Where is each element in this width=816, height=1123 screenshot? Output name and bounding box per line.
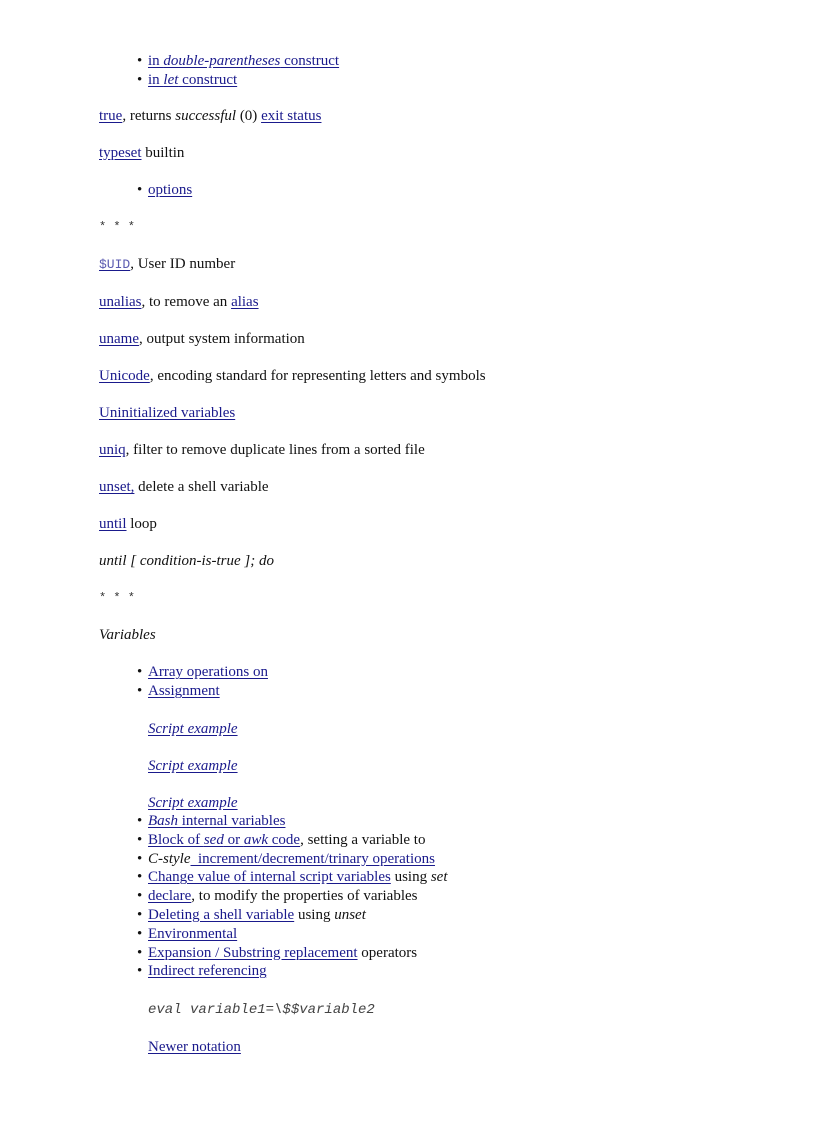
list-item xyxy=(148,925,799,944)
typeset-entry: typeset builtin xyxy=(99,144,185,161)
typeset-options-list xyxy=(99,181,799,200)
alias-link[interactable]: alias xyxy=(231,294,259,311)
let-construct-section xyxy=(99,52,799,90)
options-link[interactable]: options xyxy=(148,181,193,198)
until-link[interactable]: until xyxy=(99,516,127,533)
separator: * * * xyxy=(99,220,136,235)
until-syntax: until [ condition-is-true ]; do xyxy=(99,553,274,570)
unset-entry: unset, delete a shell variable xyxy=(99,479,269,496)
indirect-referencing-link[interactable]: Indirect referencing xyxy=(148,963,267,980)
expansion-substring-link[interactable]: Expansion / Substring replacement xyxy=(148,944,358,961)
unalias-entry: unalias, to remove an alias xyxy=(99,294,259,311)
assignment-link[interactable]: Assignment xyxy=(148,683,220,700)
list-item: • declare, to modify the properties of variables xyxy=(148,887,799,906)
deleting-variable-link[interactable]: Deleting a shell variable xyxy=(148,906,295,923)
list-item xyxy=(148,52,799,71)
unicode-entry: Unicode, encoding standard for representing letters and symbols xyxy=(99,368,486,385)
block-of-code-link[interactable]: Block of sed or awk code xyxy=(148,831,301,848)
script-example-1 xyxy=(148,720,799,738)
list-item xyxy=(148,962,799,1056)
list-item xyxy=(148,71,799,90)
script-example-link[interactable]: Script example xyxy=(148,757,238,774)
change-value-link[interactable]: Change value of internal script variables xyxy=(148,869,391,886)
script-example-link[interactable]: Script example xyxy=(148,720,238,737)
unset-link[interactable]: unset, xyxy=(99,479,135,496)
eval-code: eval variable1=\$$variable2 xyxy=(148,1002,375,1019)
uname-entry: uname, output system information xyxy=(99,331,305,348)
double-parentheses-link[interactable]: in double-parentheses construct xyxy=(148,53,340,69)
list-item: • C-style increment/decrement/trinary operations xyxy=(148,850,799,869)
script-example-link[interactable]: Script example xyxy=(148,794,238,811)
script-example-2 xyxy=(148,757,799,775)
construct-list xyxy=(99,52,799,90)
uid-link[interactable]: $UID xyxy=(99,257,131,273)
exit-status-link[interactable]: exit status xyxy=(261,107,322,124)
newer-notation-link[interactable]: Newer notation xyxy=(148,1039,241,1056)
c-style-operations-link[interactable]: increment/decrement/trinary operations xyxy=(190,850,435,867)
list-item xyxy=(148,663,799,682)
uname-link[interactable]: uname xyxy=(99,331,139,348)
separator: * * * xyxy=(99,591,136,606)
let-construct-link[interactable]: in let construct xyxy=(148,71,238,88)
list-item: • Deleting a shell variable using unset xyxy=(148,906,799,925)
variables-heading: Variables xyxy=(99,627,156,644)
script-example-3 xyxy=(148,794,799,812)
bash-internal-variables-link[interactable]: Bash internal variables xyxy=(148,812,286,829)
variables-list xyxy=(99,663,799,1056)
variables-section xyxy=(99,663,799,1056)
newer-notation-entry xyxy=(148,1038,799,1056)
list-item xyxy=(148,682,799,812)
list-item: • Expansion / Substring replacement operators xyxy=(148,944,799,963)
environmental-link[interactable]: Environmental xyxy=(148,925,238,942)
index-page xyxy=(99,52,799,1056)
unicode-link[interactable]: Unicode xyxy=(99,368,150,385)
uninitialized-variables-link[interactable]: Uninitialized variables xyxy=(99,405,236,422)
uniq-entry: uniq, filter to remove duplicate lines from a sorted file xyxy=(99,442,425,459)
typeset-options-section xyxy=(99,181,799,200)
typeset-link[interactable]: typeset xyxy=(99,144,142,161)
uninitialized-entry xyxy=(99,404,799,422)
declare-link[interactable]: declare xyxy=(148,888,192,905)
list-item xyxy=(148,181,799,200)
list-item: • Change value of internal script variables using set xyxy=(148,868,799,887)
array-operations-link[interactable]: Array operations on xyxy=(148,664,268,681)
uid-entry: $UID, User ID number xyxy=(99,256,236,273)
list-item: • Block of sed or awk code, setting a variable to xyxy=(148,831,799,850)
unalias-link[interactable]: unalias xyxy=(99,294,142,311)
uniq-link[interactable]: uniq xyxy=(99,442,126,459)
true-entry: true, returns successful (0) exit status xyxy=(99,107,322,124)
list-item xyxy=(148,812,799,831)
until-entry: until loop xyxy=(99,516,157,533)
true-link[interactable]: true xyxy=(99,107,123,124)
